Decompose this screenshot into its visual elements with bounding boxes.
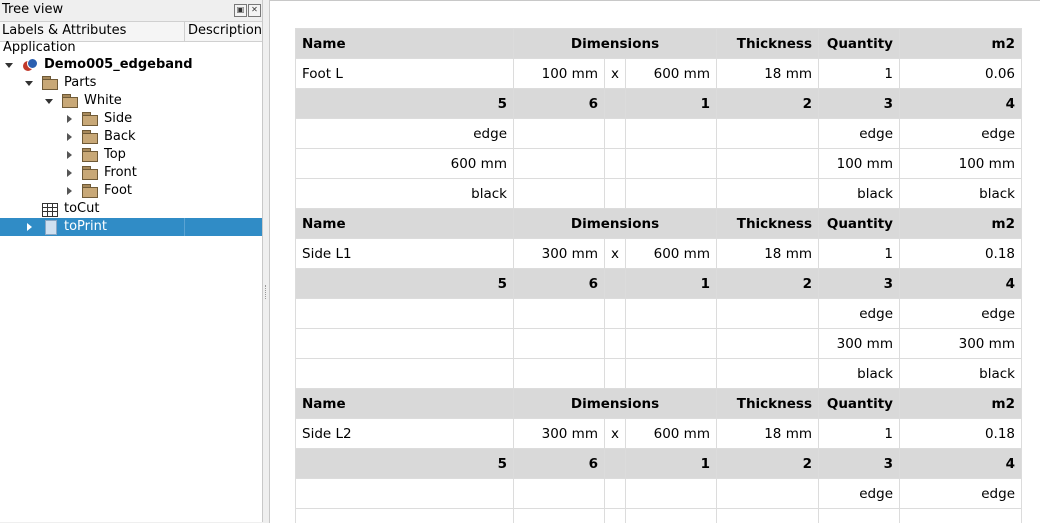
part-name-cell[interactable]: Side L2 (296, 419, 514, 449)
collapse-arrow-icon[interactable] (5, 63, 13, 68)
header-name-cell[interactable]: Name (296, 209, 514, 239)
document-icon (23, 58, 37, 72)
empty-cell[interactable] (605, 89, 626, 119)
expand-arrow-icon[interactable] (67, 133, 72, 141)
folder-icon (82, 166, 98, 179)
part-row (296, 419, 1022, 449)
edge-row (296, 179, 1022, 209)
part-height-cell[interactable]: 600 mm (626, 59, 717, 89)
edge-header-cell[interactable]: 1 (626, 449, 717, 479)
part-width-cell[interactable]: 100 mm (514, 59, 605, 89)
edge-cell[interactable] (626, 509, 717, 523)
empty-cell[interactable] (605, 119, 626, 149)
edge-cell[interactable]: black (900, 179, 1022, 209)
foot-label: Foot (104, 182, 132, 200)
edge-cell[interactable] (514, 359, 605, 389)
edge-cell[interactable] (717, 359, 819, 389)
edge-header-cell[interactable]: 3 (819, 449, 900, 479)
edge-header-cell[interactable]: 1 (626, 89, 717, 119)
tree-item-back[interactable] (0, 128, 262, 146)
edge-cell[interactable] (717, 509, 819, 523)
edge-cell[interactable] (626, 179, 717, 209)
edge-cell[interactable] (626, 329, 717, 359)
spreadsheet-icon (42, 203, 58, 217)
part-name-cell[interactable]: Side L1 (296, 239, 514, 269)
edge-row (296, 509, 1022, 523)
folder-icon (82, 112, 98, 125)
edge-cell[interactable] (626, 299, 717, 329)
expand-arrow-icon[interactable] (67, 187, 72, 195)
expand-arrow-icon[interactable] (67, 115, 72, 123)
dimension-separator-cell[interactable]: x (605, 239, 626, 269)
edge-cell[interactable] (296, 359, 514, 389)
edge-cell[interactable] (626, 149, 717, 179)
edge-cell[interactable]: edge (296, 119, 514, 149)
header-name-cell[interactable]: Name (296, 29, 514, 59)
tree-item-document[interactable] (0, 56, 262, 74)
edge-cell[interactable] (296, 479, 514, 509)
edge-cell[interactable] (626, 359, 717, 389)
edge-cell[interactable]: edge (819, 299, 900, 329)
edge-cell[interactable]: edge (900, 479, 1022, 509)
expand-arrow-icon[interactable] (27, 223, 32, 231)
front-label: Front (104, 164, 137, 182)
edge-cell[interactable] (717, 299, 819, 329)
folder-icon (42, 76, 58, 89)
empty-cell[interactable] (605, 149, 626, 179)
empty-cell[interactable] (605, 359, 626, 389)
edge-header-cell[interactable]: 3 (819, 89, 900, 119)
part-height-cell[interactable]: 600 mm (626, 239, 717, 269)
tocut-label: toCut (64, 200, 99, 218)
header-quantity-cell[interactable]: Quantity (819, 209, 900, 239)
edge-row (296, 299, 1022, 329)
folder-icon (82, 148, 98, 161)
edge-header-row (296, 89, 1022, 119)
part-thickness-cell[interactable]: 18 mm (717, 239, 819, 269)
tree-item-front[interactable] (0, 164, 262, 182)
parts-label: Parts (64, 74, 96, 92)
part-m2-cell[interactable]: 0.06 (900, 59, 1022, 89)
empty-cell[interactable] (605, 449, 626, 479)
header-m2-cell[interactable]: m2 (900, 209, 1022, 239)
header-row (296, 209, 1022, 239)
dimension-separator-cell[interactable]: x (605, 59, 626, 89)
edge-cell[interactable] (514, 509, 605, 523)
float-panel-icon[interactable]: ▣ (234, 4, 247, 17)
part-thickness-cell[interactable]: 18 mm (717, 419, 819, 449)
part-thickness-cell[interactable]: 18 mm (717, 59, 819, 89)
empty-cell[interactable] (605, 479, 626, 509)
part-m2-cell[interactable]: 0.18 (900, 239, 1022, 269)
part-width-cell[interactable]: 300 mm (514, 419, 605, 449)
edge-cell[interactable] (717, 119, 819, 149)
edge-header-cell[interactable]: 5 (296, 269, 514, 299)
document-label: Demo005_edgeband (44, 56, 193, 74)
edge-header-cell[interactable]: 1 (626, 269, 717, 299)
spreadsheet-view (269, 0, 1040, 523)
edge-cell[interactable]: edge (819, 119, 900, 149)
header-row (296, 29, 1022, 59)
edge-cell[interactable] (514, 179, 605, 209)
header-dimensions-cell[interactable]: Dimensions (514, 29, 717, 59)
edge-cell[interactable]: 600 mm (296, 149, 514, 179)
edge-cell[interactable]: 100 mm (900, 149, 1022, 179)
edge-cell[interactable] (717, 179, 819, 209)
tree-view-titlebar (0, 0, 262, 21)
part-width-cell[interactable]: 300 mm (514, 239, 605, 269)
tree-item-toprint[interactable] (0, 218, 262, 236)
column-description[interactable]: Description (184, 22, 262, 41)
tree-view-panel (0, 0, 263, 522)
edge-header-cell[interactable]: 6 (514, 89, 605, 119)
tree-item-top[interactable] (0, 146, 262, 164)
part-row (296, 59, 1022, 89)
empty-cell[interactable] (605, 269, 626, 299)
empty-cell[interactable] (605, 329, 626, 359)
application-label: Application (3, 39, 76, 57)
part-height-cell[interactable]: 600 mm (626, 419, 717, 449)
side-label: Side (104, 110, 132, 128)
edge-header-cell[interactable]: 4 (900, 269, 1022, 299)
header-m2-cell[interactable]: m2 (900, 29, 1022, 59)
edge-cell[interactable] (626, 479, 717, 509)
dimension-separator-cell[interactable]: x (605, 419, 626, 449)
folder-icon (62, 94, 78, 107)
folder-icon (82, 130, 98, 143)
tree-item-parts[interactable] (0, 74, 262, 92)
edge-row (296, 479, 1022, 509)
back-label: Back (104, 128, 136, 146)
edge-row (296, 119, 1022, 149)
spreadsheet-grid (295, 28, 1022, 523)
edge-cell[interactable] (626, 119, 717, 149)
edge-cell[interactable] (296, 299, 514, 329)
edge-cell[interactable] (819, 509, 900, 523)
tree-item-white[interactable] (0, 92, 262, 110)
expand-arrow-icon[interactable] (67, 169, 72, 177)
edge-cell[interactable]: edge (900, 119, 1022, 149)
edge-cell[interactable]: black (819, 359, 900, 389)
tree-application-row (0, 39, 262, 57)
header-dimensions-cell[interactable]: Dimensions (514, 209, 717, 239)
edge-row (296, 329, 1022, 359)
edge-cell[interactable]: edge (819, 479, 900, 509)
edge-header-cell[interactable]: 5 (296, 89, 514, 119)
edge-header-cell[interactable]: 5 (296, 449, 514, 479)
edge-cell[interactable] (514, 119, 605, 149)
edge-cell[interactable] (717, 149, 819, 179)
header-quantity-cell[interactable]: Quantity (819, 29, 900, 59)
empty-cell[interactable] (605, 509, 626, 523)
column-labels-attributes[interactable]: Labels & Attributes (2, 23, 126, 38)
edge-cell[interactable]: 300 mm (819, 329, 900, 359)
header-dimensions-cell[interactable]: Dimensions (514, 389, 717, 419)
edge-header-cell[interactable]: 6 (514, 269, 605, 299)
top-label: Top (104, 146, 126, 164)
edge-header-cell[interactable]: 3 (819, 269, 900, 299)
header-thickness-cell[interactable]: Thickness (717, 209, 819, 239)
edge-header-row (296, 269, 1022, 299)
edge-cell[interactable]: edge (900, 299, 1022, 329)
edge-cell[interactable] (717, 329, 819, 359)
edge-cell[interactable]: black (900, 359, 1022, 389)
part-quantity-cell[interactable]: 1 (819, 419, 900, 449)
header-quantity-cell[interactable]: Quantity (819, 389, 900, 419)
edge-header-row (296, 449, 1022, 479)
collapse-arrow-icon[interactable] (45, 99, 53, 104)
empty-cell[interactable] (605, 299, 626, 329)
part-quantity-cell[interactable]: 1 (819, 239, 900, 269)
edge-cell[interactable] (296, 509, 514, 523)
edge-cell[interactable] (900, 509, 1022, 523)
header-thickness-cell[interactable]: Thickness (717, 389, 819, 419)
edge-cell[interactable]: black (296, 179, 514, 209)
empty-cell[interactable] (605, 179, 626, 209)
tree-item-tocut[interactable] (0, 200, 262, 218)
edge-header-cell[interactable]: 2 (717, 449, 819, 479)
toprint-label: toPrint (64, 218, 107, 236)
part-m2-cell[interactable]: 0.18 (900, 419, 1022, 449)
header-row (296, 389, 1022, 419)
edge-cell[interactable] (514, 299, 605, 329)
edge-row (296, 149, 1022, 179)
close-panel-icon[interactable]: ✕ (248, 4, 261, 17)
edge-cell[interactable]: black (819, 179, 900, 209)
edge-cell[interactable] (514, 479, 605, 509)
edge-cell[interactable] (717, 479, 819, 509)
edge-cell[interactable] (514, 149, 605, 179)
header-name-cell[interactable]: Name (296, 389, 514, 419)
edge-cell[interactable] (296, 329, 514, 359)
edge-header-cell[interactable]: 4 (900, 449, 1022, 479)
header-m2-cell[interactable]: m2 (900, 389, 1022, 419)
white-label: White (84, 92, 122, 110)
edge-row (296, 359, 1022, 389)
collapse-arrow-icon[interactable] (25, 81, 33, 86)
folder-icon (82, 184, 98, 197)
edge-header-cell[interactable]: 6 (514, 449, 605, 479)
expand-arrow-icon[interactable] (67, 151, 72, 159)
header-thickness-cell[interactable]: Thickness (717, 29, 819, 59)
part-quantity-cell[interactable]: 1 (819, 59, 900, 89)
part-row (296, 239, 1022, 269)
page-icon (45, 220, 57, 235)
edge-cell[interactable]: 100 mm (819, 149, 900, 179)
tree-item-side[interactable] (0, 110, 262, 128)
part-name-cell[interactable]: Foot L (296, 59, 514, 89)
tree-view-title: Tree view (2, 2, 63, 17)
edge-header-cell[interactable]: 4 (900, 89, 1022, 119)
tree-item-foot[interactable] (0, 182, 262, 200)
edge-header-cell[interactable]: 2 (717, 269, 819, 299)
edge-cell[interactable]: 300 mm (900, 329, 1022, 359)
edge-header-cell[interactable]: 2 (717, 89, 819, 119)
edge-cell[interactable] (514, 329, 605, 359)
